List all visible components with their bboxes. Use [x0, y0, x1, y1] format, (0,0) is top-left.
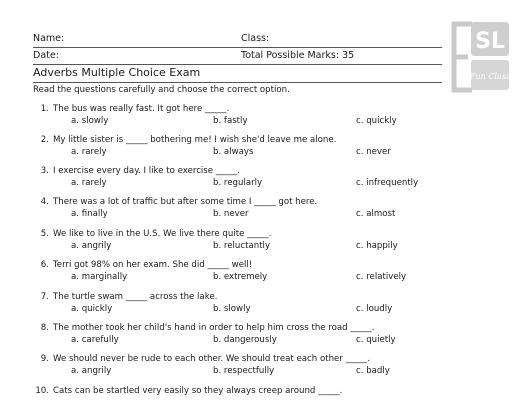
option-a[interactable]: a. carefully [71, 335, 119, 345]
name-class-row [33, 30, 442, 48]
option-a[interactable]: a. angrily [71, 366, 112, 376]
question-number: 2. [40, 135, 49, 145]
option-b[interactable]: b. dangerously [213, 335, 277, 345]
question-number: 4. [40, 197, 49, 207]
question-number: 7. [40, 292, 49, 302]
question-text: My little sister is _____ bothering me! I wish she'd leave me alone. [53, 135, 337, 145]
option-c[interactable]: c. quickly [356, 116, 397, 126]
option-c[interactable]: c. quietly [356, 335, 396, 345]
question-text: There was a lot of traffic but after some time I _____ got here. [53, 197, 318, 207]
question-number: 5. [40, 229, 49, 239]
logo-text-sub: Fun Class [469, 72, 511, 81]
option-b[interactable]: b. regularly [213, 178, 263, 188]
question-2 [0, 135, 532, 165]
question-text: The bus was really fast. It got here _____. [53, 104, 230, 114]
option-b[interactable]: b. slowly [213, 304, 251, 314]
option-c[interactable]: c. almost [356, 209, 396, 219]
question-10 [0, 386, 532, 416]
question-text: I exercise every day. I like to exercise _____. [53, 166, 241, 176]
name-label: Name: [33, 33, 65, 44]
option-a[interactable]: a. angrily [71, 241, 112, 251]
question-number: 6. [40, 260, 49, 270]
option-b[interactable]: b. respectfully [213, 366, 275, 376]
question-6 [0, 260, 532, 290]
question-7 [0, 292, 532, 322]
question-text: Terri got 98% on her exam. She did _____ well! [53, 260, 253, 270]
option-c[interactable]: c. never [356, 147, 391, 157]
question-1 [0, 104, 532, 134]
option-a[interactable]: a. slowly [71, 116, 109, 126]
instructions: Read the questions carefully and choose the correct option. [33, 85, 290, 95]
option-b[interactable]: b. fastly [213, 116, 248, 126]
question-text: The turtle swam _____ across the lake. [53, 292, 218, 302]
total-marks-label: Total Possible Marks: 35 [241, 50, 355, 61]
option-a[interactable]: a. quickly [71, 304, 113, 314]
question-text: We should never be rude to each other. We should treat each other _____. [53, 354, 370, 364]
option-b[interactable]: b. never [213, 209, 249, 219]
option-c[interactable]: c. infrequently [356, 178, 419, 188]
option-c[interactable]: c. badly [356, 366, 390, 376]
question-number: 10. [35, 386, 49, 396]
question-text: Cats can be startled very easily so they always creep around _____. [53, 386, 343, 396]
date-label: Date: [33, 50, 59, 61]
question-text: We like to live in the U.S. We live there quite _____. [53, 229, 272, 239]
option-a[interactable]: a. finally [71, 209, 108, 219]
option-c[interactable]: c. loudly [356, 304, 393, 314]
option-b[interactable]: b. always [213, 147, 254, 157]
option-b[interactable]: b. reluctantly [213, 241, 271, 251]
question-text: The mother took her child's hand in order to help him cross the road _____. [53, 323, 375, 333]
question-number: 1. [40, 104, 49, 114]
question-5 [0, 229, 532, 259]
question-number: 3. [40, 166, 49, 176]
option-c[interactable]: c. happily [356, 241, 398, 251]
logo-text-main: SL [475, 29, 505, 54]
question-number: 8. [40, 323, 49, 333]
question-3 [0, 166, 532, 196]
question-4 [0, 197, 532, 227]
option-b[interactable]: b. extremely [213, 272, 268, 282]
option-a[interactable]: a. marginally [71, 272, 128, 282]
option-a[interactable]: a. rarely [71, 147, 107, 157]
question-8 [0, 323, 532, 353]
option-c[interactable]: c. relatively [356, 272, 407, 282]
exam-title: Adverbs Multiple Choice Exam [33, 63, 442, 83]
esl-fun-class-logo [450, 20, 512, 94]
question-9 [0, 354, 532, 384]
class-label: Class: [241, 33, 270, 44]
option-a[interactable]: a. rarely [71, 178, 107, 188]
question-number: 9. [40, 354, 49, 364]
